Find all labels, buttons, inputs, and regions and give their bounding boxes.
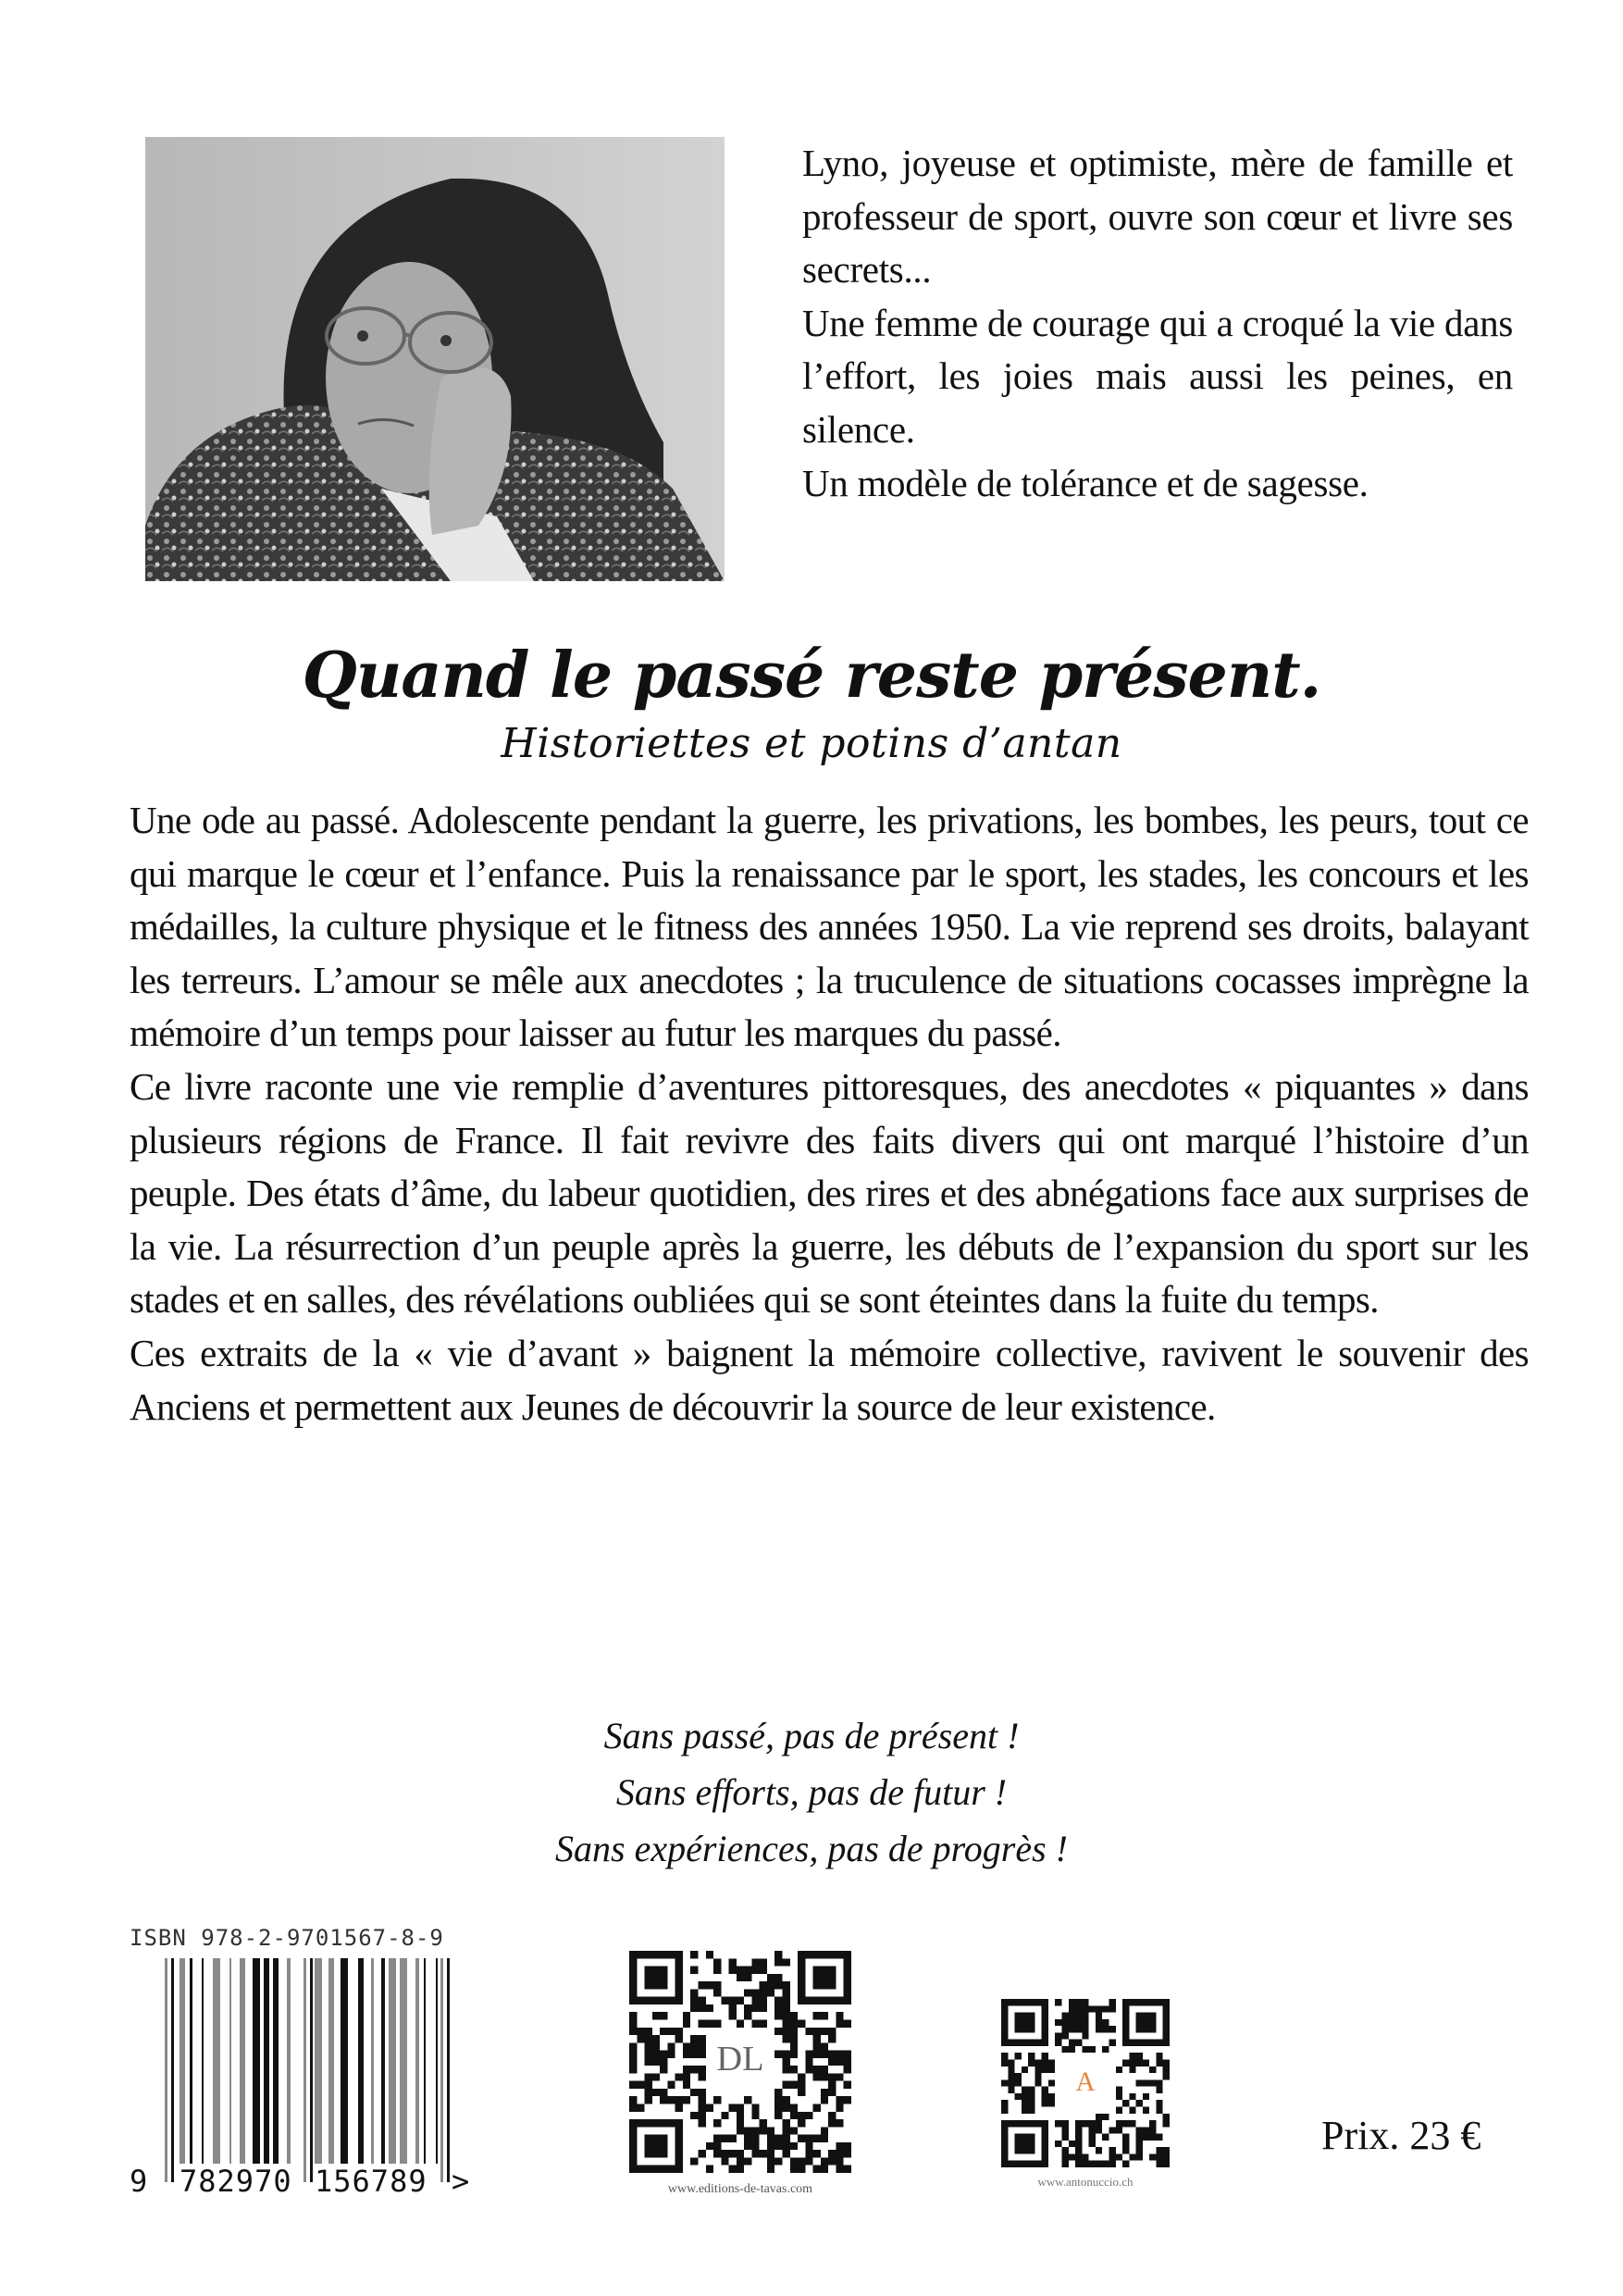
barcode-bar [165,1958,167,2182]
author-blurb [802,137,1513,510]
barcode-icon [165,1958,452,2182]
barcode-bar [341,1958,348,2164]
book-title: Quand le passé reste présent. [302,639,1321,713]
barcode-bar [171,1958,174,2182]
barcode-bar [358,1958,364,2164]
portrait-image [145,137,725,581]
barcode-bar [253,1958,260,2164]
qr-finder-pattern [629,2119,683,2173]
barcode-bar [264,1958,269,2164]
ean-left-group: 782970 [180,2164,292,2199]
barcode-bar [328,1958,334,2164]
barcode-bar [229,1958,231,2164]
barcode-bar [415,1958,419,2164]
barcode-bar [315,1958,322,2164]
author-photo [145,137,725,581]
motto-line: Sans expériences, pas de progrès ! [555,1828,1068,1869]
description-paragraph: Une ode au passé. Adolescente pendant la guerre, les privations, les bombes, les peurs, tout ce qui marque le cœur et l’enfance. Puis la renaissance par le sport, les stades, les concours et les médailles, la culture physique et le fitness des années 1950. La vie reprend ses droits, balayant les terreurs. L’amour se mêle aux anecdotes ; la truculence de situations cocasses imprègne la mémoire d’un temps pour laisser au futur les marques du passé. [130,799,1529,1055]
blurb-paragraph: Lyno, joyeuse et optimiste, mère de famille et professeur de sport, ouvre son cœur et livre ses secrets... [802,142,1513,292]
qr-logo: DL [716,2040,764,2079]
book-description [130,794,1529,1433]
book-subtitle: Historiettes et potins d’antan [501,720,1122,767]
blurb-paragraph: Une femme de courage qui a croqué la vie dans l’effort, les joies mais aussi les peines, en silence. [802,301,1513,451]
qr-code-icon [629,1951,851,2173]
description-paragraph: Ces extraits de la « vie d’avant » baignent la mémoire collective, ravivent le souvenir des Anciens et permettent aux Jeunes de découvrir la source de leur existence. [130,1331,1529,1428]
barcode-bar [371,1958,374,2164]
price: Prix. 23 € [1321,2113,1481,2158]
qr-finder-pattern [1001,1999,1048,2046]
barcode-bar [273,1958,279,2164]
mottos [0,1707,1623,1877]
barcode-bar [190,1958,192,2164]
qr-logo: A [1075,2067,1096,2098]
barcode-bar [424,1958,426,2164]
barcode-bar [287,1958,291,2164]
qr-finder-pattern [1122,1999,1170,2046]
ean-first-digit: 9 [130,2164,148,2199]
barcode-bar [213,1958,220,2164]
barcode-bar [389,1958,396,2164]
barcode-bar [202,1958,204,2164]
barcode-bar [381,1958,385,2164]
publisher-qr[interactable] [629,1951,851,2196]
qr-finder-pattern [798,1951,851,2004]
barcode-bar [440,1958,443,2182]
isbn-label: ISBN 978-2-9701567-8-9 [130,1925,444,1951]
qr-finder-pattern [629,1951,683,2004]
barcode-bar [180,1958,185,2164]
motto-line: Sans passé, pas de présent ! [603,1715,1020,1756]
isbn-barcode [130,1925,481,2203]
barcode-bar [447,1958,450,2182]
ean-quiet-zone-marker: > [452,2164,470,2199]
blurb-paragraph: Un modèle de tolérance et de sagesse. [802,461,1369,504]
author-qr[interactable] [1001,1999,1170,2189]
ean-right-group: 156789 [315,2164,427,2199]
description-paragraph: Ce livre raconte une vie remplie d’aventures pittoresques, des anecdotes « piquantes » dans plusieurs régions de France. Il fait revivre des faits divers qui ont marqué l’histoire d’un peuple. Des états d’âme, du labeur quotidien, des rires et des abnégations face aux surprises de la vie. La résurrection d’un peuple après la guerre, les débuts de l’expansion du sport sur les stades et en salles, des révélations oubliées qui se sont éteintes dans la fuite du temps. [130,1064,1529,1322]
barcode-bar [304,1958,306,2182]
barcode-bar [400,1958,407,2164]
barcode-bar [240,1958,245,2164]
qr-finder-pattern [1001,2120,1048,2167]
publisher-url[interactable]: www.editions-de-tavas.com [667,2182,813,2196]
barcode-bar [436,1958,438,2164]
motto-line: Sans efforts, pas de futur ! [615,1771,1008,1813]
qr-code-icon [1001,1999,1170,2167]
author-url[interactable]: www.antonuccio.ch [1037,2175,1134,2189]
barcode-bar [310,1958,313,2182]
